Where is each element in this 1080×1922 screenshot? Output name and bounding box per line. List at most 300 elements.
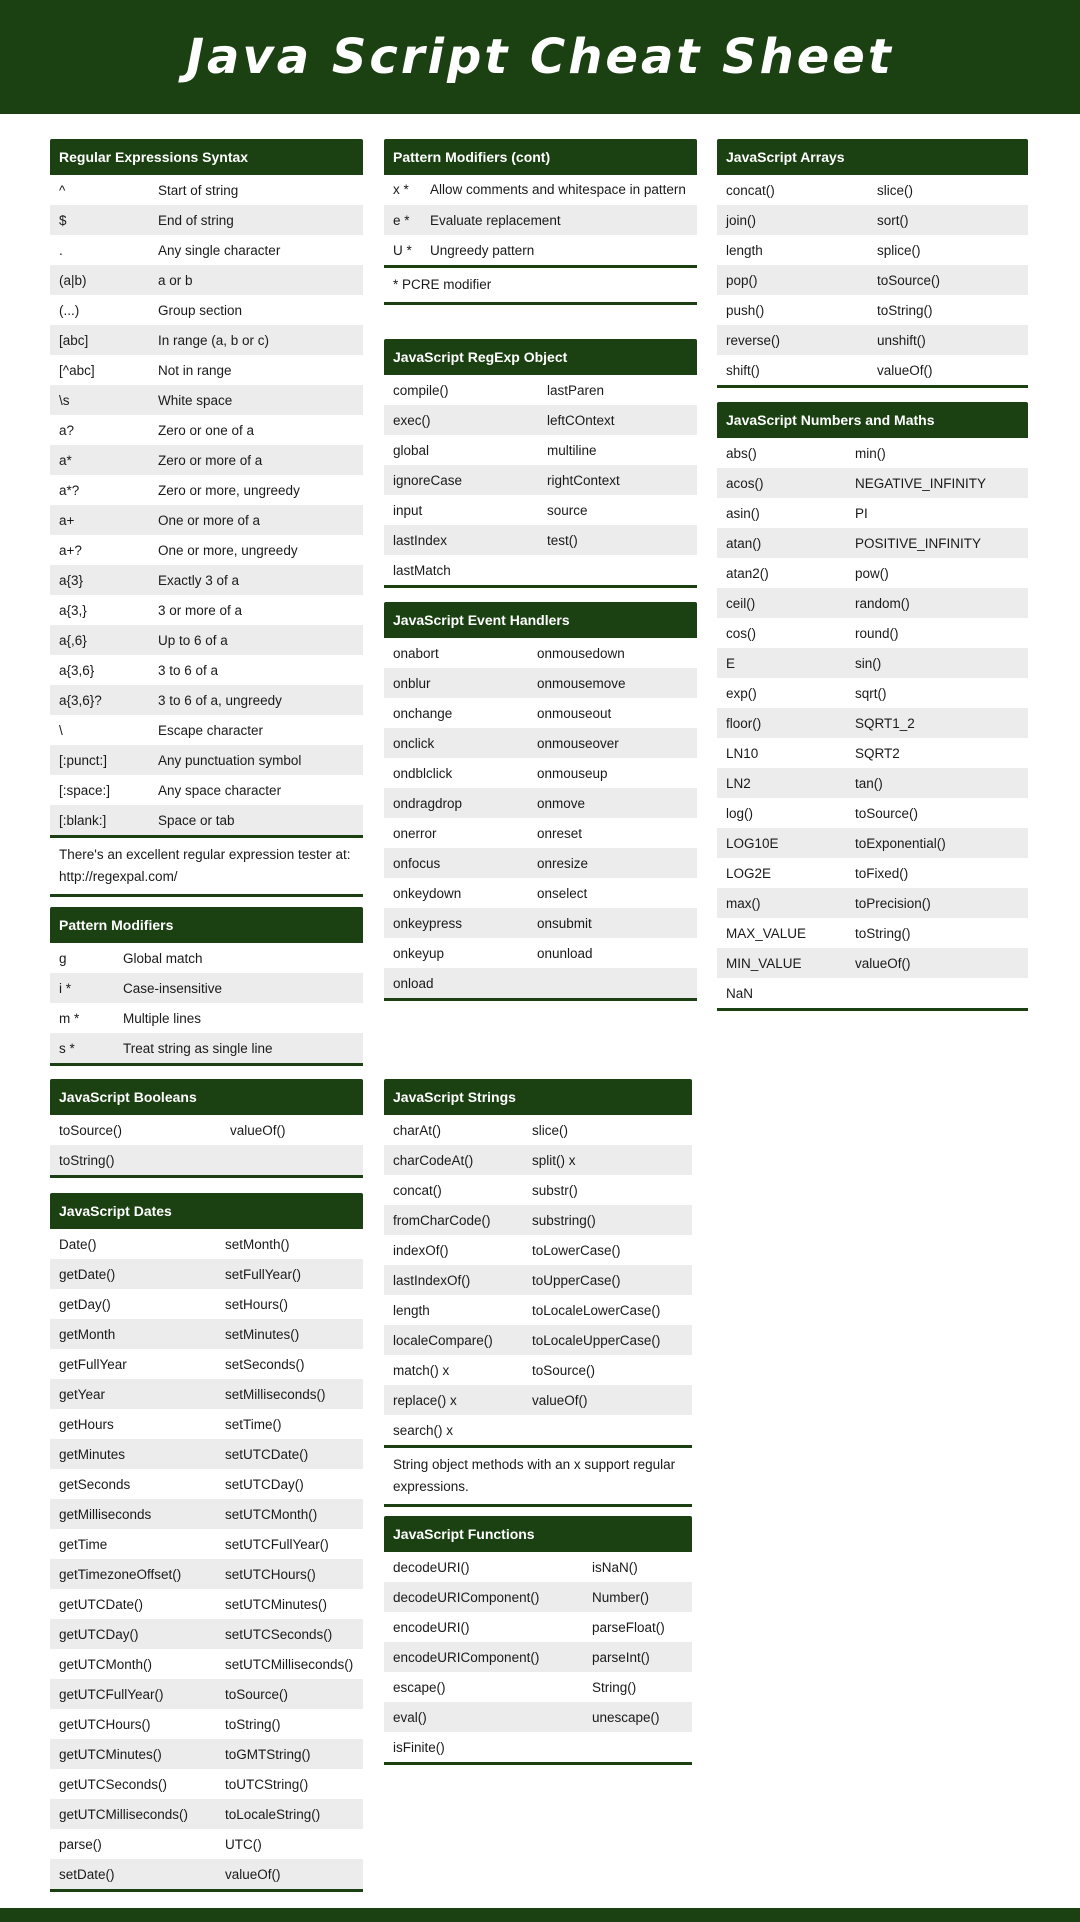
cell-right: Zero or more, ungreedy (158, 482, 300, 498)
cell-right: onmouseover (537, 735, 619, 751)
table-row (50, 1709, 363, 1739)
table-row (50, 625, 363, 655)
cell-left: a+? (59, 542, 82, 558)
cell-right: isNaN() (592, 1559, 638, 1575)
cell-right: setUTCMinutes() (225, 1596, 328, 1612)
cell-left: lastIndexOf() (393, 1272, 471, 1288)
cell-right: min() (855, 445, 886, 461)
cell-left: E (726, 655, 736, 671)
table-row (50, 685, 363, 715)
cell-left: getUTCFullYear() (59, 1686, 164, 1702)
cell-left: eval() (393, 1709, 427, 1725)
section-event-handlers (384, 602, 697, 1001)
section-rows (384, 1115, 692, 1445)
cell-left: [:blank:] (59, 812, 107, 828)
table-row (50, 1829, 363, 1859)
cell-right: Escape character (158, 722, 264, 738)
cell-left: max() (726, 895, 761, 911)
cell-right: Evaluate replacement (430, 212, 561, 228)
cell-left: a{3,} (59, 602, 87, 618)
table-row (50, 1499, 363, 1529)
cell-left: match() x (393, 1362, 450, 1378)
cell-right: Allow comments and whitespace in pattern (430, 182, 686, 197)
cell-right: String() (592, 1679, 637, 1695)
cell-left: onchange (393, 705, 453, 721)
cell-right: slice() (877, 182, 913, 198)
cell-left: LN10 (726, 745, 759, 761)
table-row (384, 848, 697, 878)
cell-right: Treat string as single line (123, 1040, 273, 1056)
section-title: Pattern Modifiers (cont) (384, 139, 697, 175)
table-row (717, 618, 1028, 648)
cell-left: a{3,6} (59, 662, 95, 678)
cell-right: onmove (537, 795, 586, 811)
cell-right: lastParen (547, 382, 605, 398)
cell-right: toUTCString() (225, 1776, 309, 1792)
section-booleans (50, 1079, 363, 1178)
table-row (717, 588, 1028, 618)
cell-right: setUTCDate() (225, 1446, 309, 1462)
cell-left: a{3,6}? (59, 692, 102, 708)
table-row (717, 858, 1028, 888)
table-row (717, 978, 1028, 1008)
section-pattern-modifiers-cont (384, 139, 697, 305)
section-rows (50, 1115, 363, 1175)
table-row (50, 445, 363, 475)
table-row (384, 235, 697, 265)
cell-right: round() (855, 625, 899, 641)
table-row (50, 355, 363, 385)
table-row (384, 1265, 692, 1295)
cell-left: exp() (726, 685, 757, 701)
table-row (50, 1649, 363, 1679)
table-row (50, 475, 363, 505)
cell-left: getDay() (59, 1296, 111, 1312)
cell-right: Exactly 3 of a (158, 572, 240, 588)
table-row (50, 535, 363, 565)
cell-right: onmousedown (537, 645, 625, 661)
table-row (717, 468, 1028, 498)
table-row (384, 405, 697, 435)
cell-right: a or b (158, 272, 193, 288)
cell-right: 3 to 6 of a, ungreedy (158, 692, 282, 708)
section-title: JavaScript RegExp Object (384, 339, 697, 375)
section-functions (384, 1516, 692, 1765)
cell-right: toGMTString() (225, 1746, 311, 1762)
cell-left: LOG10E (726, 835, 779, 851)
cell-right: setHours() (225, 1296, 289, 1312)
section-title: Pattern Modifiers (50, 907, 363, 943)
table-row (384, 1145, 692, 1175)
cell-right: NEGATIVE_INFINITY (855, 475, 987, 491)
table-row (384, 175, 697, 205)
table-row (50, 295, 363, 325)
cell-right: setMilliseconds() (225, 1386, 326, 1402)
table-row (384, 525, 697, 555)
table-row (384, 878, 697, 908)
table-row (50, 1033, 363, 1063)
table-row (50, 1379, 363, 1409)
cell-left: . (59, 242, 63, 258)
section-rows (384, 375, 697, 585)
cell-left: a*? (59, 482, 80, 498)
cell-right: toString() (877, 302, 933, 318)
table-row (50, 1349, 363, 1379)
table-row (717, 888, 1028, 918)
cell-right: valueOf() (532, 1392, 588, 1408)
table-row (50, 943, 363, 973)
cell-right: UTC() (225, 1836, 262, 1852)
table-row (50, 565, 363, 595)
cell-right: Zero or more of a (158, 452, 263, 468)
cell-right: One or more of a (158, 512, 261, 528)
table-row (50, 385, 363, 415)
section-title: JavaScript Arrays (717, 139, 1028, 175)
cell-left: asin() (726, 505, 760, 521)
table-row (384, 908, 697, 938)
cell-left: getUTCMilliseconds() (59, 1806, 189, 1822)
cell-right: substr() (532, 1182, 578, 1198)
table-row (717, 295, 1028, 325)
cell-right: Number() (592, 1589, 650, 1605)
table-row (717, 498, 1028, 528)
cell-right: Group section (158, 302, 243, 318)
cell-left: s * (59, 1040, 75, 1056)
table-row (50, 775, 363, 805)
cell-left: charCodeAt() (393, 1152, 474, 1168)
cell-left: getDate() (59, 1266, 116, 1282)
section-arrays (717, 139, 1028, 388)
cell-left: $ (59, 212, 67, 228)
table-row (384, 375, 697, 405)
cell-left: a{,6} (59, 632, 87, 648)
cell-right: Zero or one of a (158, 422, 255, 438)
cell-right: toFixed() (855, 865, 909, 881)
cell-left: getUTCDay() (59, 1626, 139, 1642)
section-note: String object methods with an x support regular expressions. (384, 1445, 692, 1504)
table-row (384, 1385, 692, 1415)
cell-left: toString() (59, 1152, 115, 1168)
cell-left: onkeyup (393, 945, 445, 961)
cell-left: x * (393, 182, 409, 197)
cell-left: atan2() (726, 565, 769, 581)
cell-left: ondragdrop (393, 795, 463, 811)
table-row (384, 1205, 692, 1235)
table-row (384, 1175, 692, 1205)
cell-left: getUTCSeconds() (59, 1776, 168, 1792)
table-row (50, 1409, 363, 1439)
cell-left: replace() x (393, 1392, 457, 1408)
table-row (384, 1702, 692, 1732)
cell-right: test() (547, 532, 578, 548)
cell-left: parse() (59, 1836, 102, 1852)
cell-left: ^ (59, 182, 66, 198)
cell-right: Case-insensitive (123, 980, 223, 996)
cell-right: Up to 6 of a (158, 632, 228, 648)
table-row (384, 1612, 692, 1642)
cell-left: getMilliseconds (59, 1506, 152, 1522)
cell-left: lastMatch (393, 562, 451, 578)
cell-right: pow() (855, 565, 889, 581)
cell-left: atan() (726, 535, 762, 551)
section-rows (717, 438, 1028, 1008)
cell-left: search() x (393, 1422, 454, 1438)
table-row (50, 805, 363, 835)
table-row (50, 205, 363, 235)
cell-left: pop() (726, 272, 758, 288)
cell-left: concat() (726, 182, 775, 198)
cell-right: toString() (855, 925, 911, 941)
cell-right: toUpperCase() (532, 1272, 621, 1288)
cell-left: g (59, 950, 67, 966)
cell-right: setSeconds() (225, 1356, 305, 1372)
table-row (50, 1259, 363, 1289)
table-row (717, 798, 1028, 828)
cell-right: onmousemove (537, 675, 626, 691)
cell-right: setUTCFullYear() (225, 1536, 329, 1552)
cell-left: join() (726, 212, 757, 228)
table-row (717, 918, 1028, 948)
cell-left: compile() (393, 382, 449, 398)
cell-left: (a|b) (59, 272, 87, 288)
table-row (50, 235, 363, 265)
section-rows (384, 638, 697, 998)
cell-left: isFinite() (393, 1739, 445, 1755)
cell-left: onkeypress (393, 915, 463, 931)
cell-left: onkeydown (393, 885, 462, 901)
cell-left: lastIndex (393, 532, 448, 548)
cell-right: parseInt() (592, 1649, 650, 1665)
cell-left: abs() (726, 445, 757, 461)
cell-left: fromCharCode() (393, 1212, 491, 1228)
cell-left: length (393, 1302, 430, 1318)
table-row (50, 595, 363, 625)
section-regexp-object (384, 339, 697, 588)
cell-left: reverse() (726, 332, 781, 348)
cell-left: [:punct:] (59, 752, 108, 768)
cell-left: getTime (59, 1536, 108, 1552)
table-row (50, 655, 363, 685)
table-row (384, 1552, 692, 1582)
section-rows (717, 175, 1028, 385)
cell-left: onabort (393, 645, 439, 661)
cell-right: tan() (855, 775, 883, 791)
table-row (384, 1355, 692, 1385)
cell-right: setUTCMonth() (225, 1506, 318, 1522)
table-row (384, 465, 697, 495)
table-row (384, 968, 697, 998)
table-row (50, 265, 363, 295)
cell-right: splice() (877, 242, 921, 258)
cell-left: toSource() (59, 1122, 123, 1138)
section-pattern-modifiers (50, 907, 363, 1066)
cell-right: PI (855, 505, 868, 521)
cell-right: toSource() (877, 272, 941, 288)
cell-left: acos() (726, 475, 764, 491)
table-row (384, 788, 697, 818)
cell-left: length (726, 242, 763, 258)
table-row (717, 558, 1028, 588)
cell-right: Ungreedy pattern (430, 242, 535, 258)
cell-left: getTimezoneOffset() (59, 1566, 182, 1582)
cell-left: concat() (393, 1182, 442, 1198)
cell-left: LOG2E (726, 865, 772, 881)
section-title: JavaScript Numbers and Maths (717, 402, 1028, 438)
table-row (717, 678, 1028, 708)
page-header (0, 0, 1080, 114)
cell-right: 3 to 6 of a (158, 662, 219, 678)
cell-right: setUTCMilliseconds() (225, 1656, 354, 1672)
cell-left: cos() (726, 625, 756, 641)
section-title: JavaScript Dates (50, 1193, 363, 1229)
section-rows (384, 175, 697, 265)
cell-right: multiline (547, 442, 597, 458)
table-row (50, 1739, 363, 1769)
cell-right: toExponential() (855, 835, 946, 851)
cell-left: \ (59, 722, 63, 738)
cell-left: getFullYear (59, 1356, 127, 1372)
cell-left: indexOf() (393, 1242, 449, 1258)
cell-right: Any single character (158, 242, 281, 258)
cell-right: toSource() (225, 1686, 289, 1702)
cell-left: log() (726, 805, 754, 821)
cell-left: NaN (726, 985, 754, 1001)
cell-right: setMonth() (225, 1236, 290, 1252)
cell-left: m * (59, 1010, 80, 1026)
cell-left: encodeURIComponent() (393, 1649, 540, 1665)
page-title: Java Script Cheat Sheet (186, 29, 894, 85)
cell-left: decodeURI() (393, 1559, 470, 1575)
table-row (717, 325, 1028, 355)
cell-right: Multiple lines (123, 1010, 202, 1026)
cell-left: U * (393, 242, 412, 258)
table-row (50, 715, 363, 745)
section-title: JavaScript Strings (384, 1079, 692, 1115)
table-row (717, 175, 1028, 205)
table-row (717, 235, 1028, 265)
cell-right: Any space character (158, 782, 282, 798)
cell-right: substring() (532, 1212, 596, 1228)
cell-left: getMinutes (59, 1446, 126, 1462)
section-rows (384, 1552, 692, 1762)
cell-left: a? (59, 422, 75, 438)
cell-right: toSource() (532, 1362, 596, 1378)
table-row (384, 435, 697, 465)
cell-right: source (547, 502, 588, 518)
table-row (50, 1115, 363, 1145)
table-row (384, 818, 697, 848)
cell-right: sin() (855, 655, 882, 671)
cell-left: \s (59, 392, 70, 408)
cell-left: onclick (393, 735, 435, 751)
cell-right: parseFloat() (592, 1619, 665, 1635)
cell-left: onblur (393, 675, 431, 691)
cell-left: Date() (59, 1236, 97, 1252)
cell-right: valueOf() (877, 362, 933, 378)
table-row (717, 828, 1028, 858)
table-row (717, 355, 1028, 385)
table-row (717, 528, 1028, 558)
cell-right: setUTCHours() (225, 1566, 316, 1582)
cell-left: getUTCMinutes() (59, 1746, 162, 1762)
cell-left: MIN_VALUE (726, 955, 802, 971)
cell-right: setUTCDay() (225, 1476, 304, 1492)
table-row (384, 1235, 692, 1265)
table-row (50, 1229, 363, 1259)
table-row (50, 1289, 363, 1319)
table-row (50, 1679, 363, 1709)
section-title: JavaScript Event Handlers (384, 602, 697, 638)
table-row (50, 325, 363, 355)
cell-right: 3 or more of a (158, 602, 243, 618)
cell-right: onresize (537, 855, 589, 871)
cell-left: localeCompare() (393, 1332, 493, 1348)
cell-right: White space (158, 392, 233, 408)
cell-right: unescape() (592, 1709, 660, 1725)
cell-right: setMinutes() (225, 1326, 300, 1342)
cell-left: floor() (726, 715, 762, 731)
cell-left: a* (59, 452, 72, 468)
cell-left: a+ (59, 512, 75, 528)
section-note: There's an excellent regular expression tester at: http://regexpal.com/ (50, 835, 363, 894)
cell-left: escape() (393, 1679, 446, 1695)
cell-right: toLocaleUpperCase() (532, 1332, 661, 1348)
table-row (50, 415, 363, 445)
table-row (384, 728, 697, 758)
cell-left: push() (726, 302, 765, 318)
table-row (50, 745, 363, 775)
cell-left: getUTCMonth() (59, 1656, 153, 1672)
table-row (384, 668, 697, 698)
cell-left: e * (393, 212, 410, 228)
cell-left: decodeURIComponent() (393, 1589, 540, 1605)
table-row (384, 938, 697, 968)
table-row (717, 708, 1028, 738)
cell-left: i * (59, 980, 72, 996)
table-row (50, 1799, 363, 1829)
table-row (50, 1469, 363, 1499)
section-rows (50, 1229, 363, 1889)
cell-left: getYear (59, 1386, 106, 1402)
cell-right: toSource() (855, 805, 919, 821)
cell-right: sqrt() (855, 685, 887, 701)
table-row (50, 1529, 363, 1559)
cell-right: In range (a, b or c) (158, 332, 270, 348)
cell-left: onload (393, 975, 434, 991)
cell-left: charAt() (393, 1122, 442, 1138)
cell-right: onsubmit (537, 915, 592, 931)
table-row (50, 1559, 363, 1589)
cell-right: Global match (123, 950, 203, 966)
cell-right: valueOf() (225, 1866, 281, 1882)
cell-right: Start of string (158, 182, 239, 198)
table-row (384, 1325, 692, 1355)
cell-left: getUTCDate() (59, 1596, 144, 1612)
cell-right: toPrecision() (855, 895, 931, 911)
table-row (384, 758, 697, 788)
section-dates (50, 1193, 363, 1892)
table-row (384, 205, 697, 235)
cell-left: LN2 (726, 775, 751, 791)
table-row (50, 1619, 363, 1649)
section-strings (384, 1079, 692, 1507)
table-row (50, 973, 363, 1003)
cell-left: [:space:] (59, 782, 111, 798)
cell-left: getMonth (59, 1326, 116, 1342)
cell-left: onerror (393, 825, 437, 841)
cell-left: onfocus (393, 855, 441, 871)
cell-left: a{3} (59, 572, 84, 588)
